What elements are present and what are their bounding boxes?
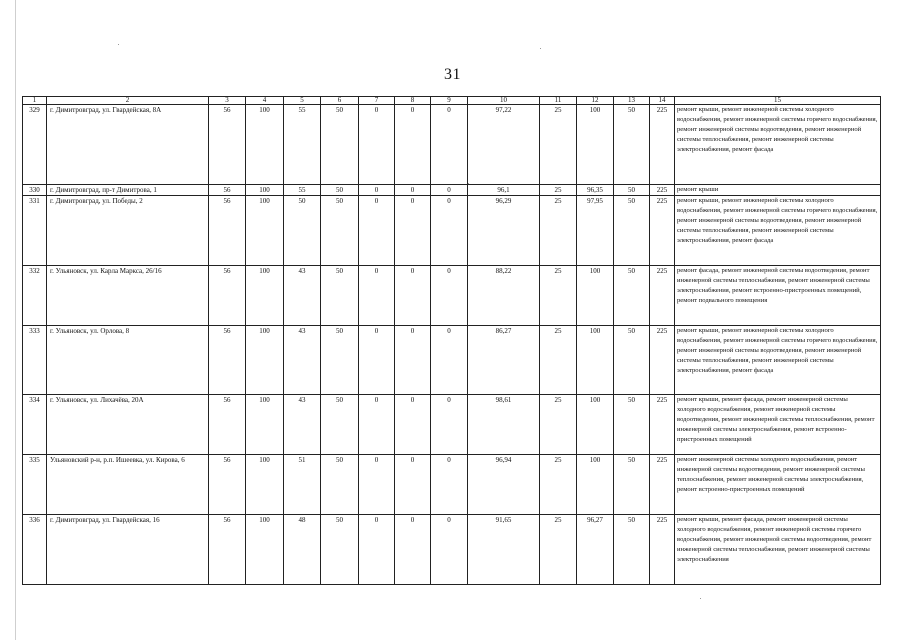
value-cell: 43 bbox=[284, 266, 321, 326]
table-row bbox=[23, 455, 881, 515]
value-cell: 0 bbox=[431, 196, 468, 266]
column-header: 15 bbox=[675, 97, 881, 105]
value-cell: 100 bbox=[246, 105, 284, 185]
value-cell: 0 bbox=[359, 185, 395, 196]
works-cell: ремонт крыши, ремонт фасада, ремонт инженерной системы холодного водоснабжения, ремонт инженерной системы водоотведения, ремонт инженерной системы теплоснабжения, ремонт инженерной системы электроснабжения, ремонт встроенно-пристроенных помещений bbox=[675, 395, 881, 455]
value-cell: 0 bbox=[395, 185, 431, 196]
value-cell: 225 bbox=[650, 326, 675, 395]
value-cell: 0 bbox=[359, 105, 395, 185]
value-cell: 100 bbox=[577, 105, 614, 185]
value-cell: 0 bbox=[359, 515, 395, 585]
value-cell: 25 bbox=[540, 196, 577, 266]
value-cell: 55 bbox=[284, 185, 321, 196]
value-cell: 97,95 bbox=[577, 196, 614, 266]
value-cell: 0 bbox=[395, 266, 431, 326]
value-cell: 100 bbox=[246, 326, 284, 395]
table-row bbox=[23, 266, 881, 326]
scan-margin-line bbox=[15, 0, 16, 640]
value-cell: 0 bbox=[359, 196, 395, 266]
value-cell: 0 bbox=[395, 455, 431, 515]
value-cell: 25 bbox=[540, 395, 577, 455]
row-number: 332 bbox=[23, 266, 47, 326]
value-cell: 0 bbox=[395, 395, 431, 455]
table-row bbox=[23, 395, 881, 455]
address-cell: Ульяновский р-н, р.п. Ишеевка, ул. Кирова, 6 bbox=[47, 455, 209, 515]
value-cell: 43 bbox=[284, 395, 321, 455]
value-cell: 0 bbox=[431, 395, 468, 455]
row-number: 331 bbox=[23, 196, 47, 266]
scan-speck bbox=[118, 44, 119, 45]
column-header: 11 bbox=[540, 97, 577, 105]
value-cell: 225 bbox=[650, 515, 675, 585]
value-cell: 50 bbox=[614, 266, 650, 326]
address-cell: г. Димитровград, ул. Победы, 2 bbox=[47, 196, 209, 266]
table-row bbox=[23, 326, 881, 395]
value-cell: 56 bbox=[209, 266, 246, 326]
column-header: 5 bbox=[284, 97, 321, 105]
row-number: 329 bbox=[23, 105, 47, 185]
value-cell: 0 bbox=[431, 515, 468, 585]
value-cell: 225 bbox=[650, 455, 675, 515]
value-cell: 51 bbox=[284, 455, 321, 515]
table-row bbox=[23, 515, 881, 585]
value-cell: 225 bbox=[650, 266, 675, 326]
header-row bbox=[23, 97, 881, 105]
column-header: 8 bbox=[395, 97, 431, 105]
value-cell: 48 bbox=[284, 515, 321, 585]
row-number: 330 bbox=[23, 185, 47, 196]
value-cell: 91,65 bbox=[468, 515, 540, 585]
value-cell: 56 bbox=[209, 196, 246, 266]
value-cell: 97,22 bbox=[468, 105, 540, 185]
value-cell: 100 bbox=[577, 395, 614, 455]
table-row bbox=[23, 196, 881, 266]
value-cell: 25 bbox=[540, 515, 577, 585]
value-cell: 55 bbox=[284, 105, 321, 185]
value-cell: 0 bbox=[395, 326, 431, 395]
column-header: 12 bbox=[577, 97, 614, 105]
value-cell: 0 bbox=[395, 105, 431, 185]
value-cell: 50 bbox=[614, 185, 650, 196]
value-cell: 86,27 bbox=[468, 326, 540, 395]
value-cell: 50 bbox=[321, 105, 359, 185]
column-header: 9 bbox=[431, 97, 468, 105]
value-cell: 96,29 bbox=[468, 196, 540, 266]
column-header: 7 bbox=[359, 97, 395, 105]
column-header: 10 bbox=[468, 97, 540, 105]
value-cell: 0 bbox=[431, 185, 468, 196]
address-cell: г. Ульяновск, ул. Карла Маркса, 26/16 bbox=[47, 266, 209, 326]
value-cell: 50 bbox=[614, 515, 650, 585]
value-cell: 100 bbox=[246, 395, 284, 455]
value-cell: 25 bbox=[540, 105, 577, 185]
value-cell: 50 bbox=[614, 196, 650, 266]
value-cell: 50 bbox=[284, 196, 321, 266]
value-cell: 50 bbox=[614, 395, 650, 455]
address-cell: г. Димитровград, ул. Гвардейская, 8А bbox=[47, 105, 209, 185]
value-cell: 25 bbox=[540, 455, 577, 515]
row-number: 336 bbox=[23, 515, 47, 585]
value-cell: 0 bbox=[431, 266, 468, 326]
column-header: 4 bbox=[246, 97, 284, 105]
table-row bbox=[23, 105, 881, 185]
works-cell: ремонт крыши, ремонт инженерной системы холодного водоснабжения, ремонт инженерной системы горячего водоснабжения, ремонт инженерной системы водоотведения, ремонт инженерной системы теплоснабжения, ремонт инженерной системы электроснабжения, ремонт фасада bbox=[675, 105, 881, 185]
value-cell: 96,94 bbox=[468, 455, 540, 515]
column-header: 3 bbox=[209, 97, 246, 105]
value-cell: 0 bbox=[431, 455, 468, 515]
works-cell: ремонт инженерной системы холодного водоснабжения, ремонт инженерной системы водоотведения, ремонт инженерной системы теплоснабжения, ремонт инженерной системы электроснабжения, ремонт встроенно-пристроенных помещений bbox=[675, 455, 881, 515]
address-cell: г. Димитровград, пр-т Димитрова, 1 bbox=[47, 185, 209, 196]
address-cell: г. Ульяновск, ул. Лихачёва, 20А bbox=[47, 395, 209, 455]
value-cell: 50 bbox=[614, 455, 650, 515]
address-cell: г. Ульяновск, ул. Орлова, 8 bbox=[47, 326, 209, 395]
value-cell: 0 bbox=[395, 196, 431, 266]
value-cell: 0 bbox=[431, 326, 468, 395]
value-cell: 100 bbox=[246, 455, 284, 515]
value-cell: 96,35 bbox=[577, 185, 614, 196]
value-cell: 56 bbox=[209, 395, 246, 455]
column-header: 1 bbox=[23, 97, 47, 105]
column-header: 14 bbox=[650, 97, 675, 105]
value-cell: 0 bbox=[359, 455, 395, 515]
value-cell: 100 bbox=[246, 515, 284, 585]
works-cell: ремонт крыши, ремонт инженерной системы холодного водоснабжения, ремонт инженерной системы горячего водоснабжения, ремонт инженерной системы водоотведения, ремонт инженерной системы теплоснабжения, ремонт инженерной системы электроснабжения, ремонт фасада bbox=[675, 196, 881, 266]
works-cell: ремонт крыши bbox=[675, 185, 881, 196]
value-cell: 225 bbox=[650, 105, 675, 185]
value-cell: 50 bbox=[321, 196, 359, 266]
value-cell: 50 bbox=[321, 185, 359, 196]
column-header: 13 bbox=[614, 97, 650, 105]
value-cell: 225 bbox=[650, 395, 675, 455]
works-cell: ремонт фасада, ремонт инженерной системы водоотведения, ремонт инженерной системы теплоснабжения, ремонт инженерной системы электроснабжения, ремонт встроенно-пристроенных помещений, ремонт подвального помещения bbox=[675, 266, 881, 326]
value-cell: 56 bbox=[209, 515, 246, 585]
value-cell: 43 bbox=[284, 326, 321, 395]
value-cell: 100 bbox=[246, 266, 284, 326]
works-cell: ремонт крыши, ремонт фасада, ремонт инженерной системы холодного водоснабжения, ремонт инженерной системы горячего водоснабжения, ремонт инженерной системы водоотведения, ремонт инженерной системы теплоснабжения, ремонт инженерной системы электроснабжения bbox=[675, 515, 881, 585]
column-header: 2 bbox=[47, 97, 209, 105]
value-cell: 0 bbox=[359, 266, 395, 326]
value-cell: 50 bbox=[321, 515, 359, 585]
scan-speck bbox=[540, 48, 541, 49]
value-cell: 98,61 bbox=[468, 395, 540, 455]
value-cell: 25 bbox=[540, 185, 577, 196]
value-cell: 0 bbox=[431, 105, 468, 185]
value-cell: 50 bbox=[321, 326, 359, 395]
value-cell: 96,27 bbox=[577, 515, 614, 585]
scan-speck bbox=[700, 598, 701, 599]
column-header: 6 bbox=[321, 97, 359, 105]
row-number: 334 bbox=[23, 395, 47, 455]
value-cell: 50 bbox=[321, 455, 359, 515]
value-cell: 56 bbox=[209, 455, 246, 515]
repair-program-table bbox=[22, 96, 881, 585]
value-cell: 50 bbox=[614, 105, 650, 185]
value-cell: 225 bbox=[650, 196, 675, 266]
value-cell: 25 bbox=[540, 326, 577, 395]
value-cell: 100 bbox=[577, 455, 614, 515]
value-cell: 50 bbox=[321, 395, 359, 455]
value-cell: 25 bbox=[540, 266, 577, 326]
value-cell: 56 bbox=[209, 105, 246, 185]
value-cell: 96,1 bbox=[468, 185, 540, 196]
value-cell: 225 bbox=[650, 185, 675, 196]
value-cell: 56 bbox=[209, 326, 246, 395]
value-cell: 100 bbox=[577, 326, 614, 395]
value-cell: 0 bbox=[395, 515, 431, 585]
value-cell: 50 bbox=[321, 266, 359, 326]
value-cell: 56 bbox=[209, 185, 246, 196]
page-number: 31 bbox=[444, 66, 461, 83]
value-cell: 0 bbox=[359, 395, 395, 455]
row-number: 335 bbox=[23, 455, 47, 515]
value-cell: 88,22 bbox=[468, 266, 540, 326]
address-cell: г. Димитровград, ул. Гвардейская, 16 bbox=[47, 515, 209, 585]
value-cell: 100 bbox=[246, 196, 284, 266]
value-cell: 50 bbox=[614, 326, 650, 395]
value-cell: 0 bbox=[359, 326, 395, 395]
value-cell: 100 bbox=[246, 185, 284, 196]
row-number: 333 bbox=[23, 326, 47, 395]
works-cell: ремонт крыши, ремонт инженерной системы холодного водоснабжения, ремонт инженерной системы горячего водоснабжения, ремонт инженерной системы водоотведения, ремонт инженерной системы теплоснабжения, ремонт инженерной системы электроснабжения, ремонт фасада bbox=[675, 326, 881, 395]
table-row bbox=[23, 185, 881, 196]
value-cell: 100 bbox=[577, 266, 614, 326]
